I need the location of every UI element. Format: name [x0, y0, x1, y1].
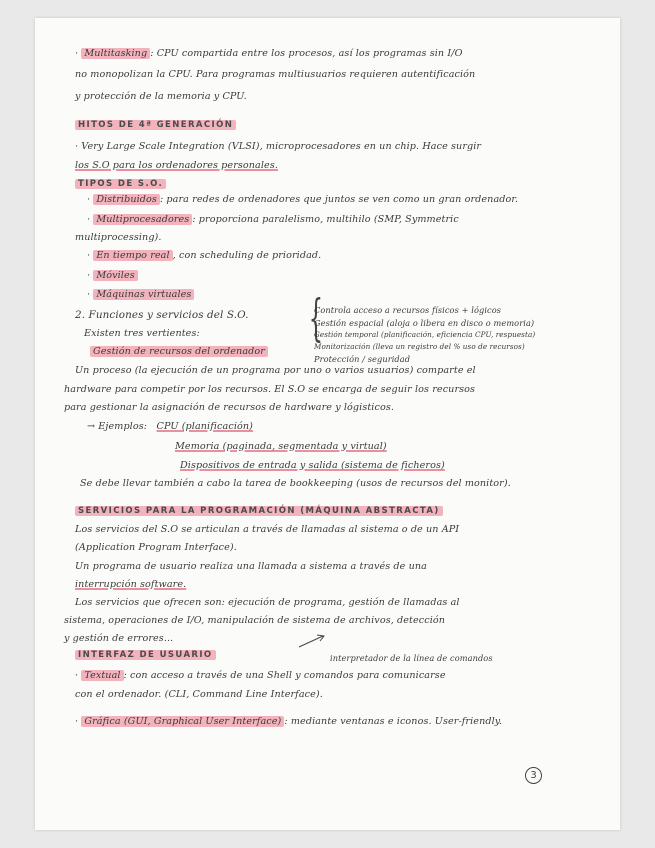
ejemplo-memoria: Memoria (paginada, segmentada y virtual) — [175, 441, 387, 452]
tipo-moviles: · Móviles — [87, 270, 138, 281]
text-line: y protección de la memoria y CPU. — [75, 91, 247, 102]
interfaz-grafica: · Gráfica (GUI, Graphical User Interface) : mediante ventanas e iconos. User-friendly. — [75, 716, 503, 727]
ejemplo-dispositivos: Dispositivos de entrada y salida (sistema de ficheros) — [180, 460, 445, 471]
text-line: (Application Program Interface). — [75, 542, 237, 553]
heading-hitos: HITOS DE 4ª GENERACIÓN — [75, 120, 236, 130]
text-line: Los servicios del S.O se articulan a través de llamadas al sistema o de un API — [75, 524, 460, 535]
brace-item: Gestión temporal (planificación, eficiencia CPU, respuesta) — [314, 330, 536, 339]
text-line: Los servicios que ofrecen son: ejecución de programa, gestión de llamadas al — [75, 597, 460, 608]
text-line: Un programa de usuario realiza una llamada a sistema a través de una — [75, 561, 427, 572]
text-line: con el ordenador. (CLI, Command Line Interface). — [75, 689, 323, 700]
text-line: multiprocessing). — [75, 232, 162, 243]
multitasking-term: Multitasking — [81, 48, 150, 59]
brace-item: Monitorización (lleva un registro del % uso de recursos) — [314, 342, 525, 351]
text-line: sistema, operaciones de I/O, manipulación de sistema de archivos, detección — [64, 615, 446, 626]
multitasking-line-1: · Multitasking : CPU compartida entre los procesos, así los programas sin I/O — [75, 48, 463, 59]
annotation: interpretador de la línea de comandos — [330, 653, 493, 663]
tipo-tiempo-real: · En tiempo real , con scheduling de prioridad. — [87, 250, 322, 261]
tipo-distribuidos: · Distribuidos : para redes de ordenadores que juntos se ven como un gran ordenador. — [87, 194, 519, 205]
text-line: no monopolizan la CPU. Para programas multiusuarios requieren autentificación — [75, 69, 476, 80]
tipo-maquinas-virtuales: · Máquinas virtuales — [87, 289, 194, 300]
heading-gestion-recursos: Gestión de recursos del ordenador — [90, 346, 268, 357]
text-line: Se debe llevar también a cabo la tarea de bookkeeping (usos de recursos del monitor). — [80, 478, 511, 489]
brace-symbol: { — [308, 289, 324, 347]
text-line: y gestión de errores... — [64, 633, 174, 644]
brace-item: Gestión espacial (aloja o libera en disco o memoria) — [314, 318, 535, 328]
arrow-icon — [297, 633, 327, 649]
tipo-multiprocesadores: · Multiprocesadores : proporciona paralelismo, multihilo (SMP, Symmetric — [87, 214, 459, 225]
text-line: para gestionar la asignación de recursos de hardware y lógisticos. — [64, 402, 394, 413]
brace-item: Protección / seguridad — [314, 354, 411, 364]
heading-tipos: TIPOS DE S.O. — [75, 179, 166, 189]
text-line: · Very Large Scale Integration (VLSI), microprocesadores en un chip. Hace surgir — [75, 141, 482, 152]
brace-item: Controla acceso a recursos físicos + lógicos — [314, 305, 502, 315]
text-line: hardware para competir por los recursos. El S.O se encarga de seguir los recursos — [64, 384, 476, 395]
interfaz-textual: · Textual : con acceso a través de una Shell y comandos para comunicarse — [75, 670, 446, 681]
text-line: interrupción software. — [75, 579, 187, 590]
heading-interfaz: INTERFAZ DE USUARIO — [75, 650, 216, 660]
heading-servicios: SERVICIOS PARA LA PROGRAMACIÓN (MÁQUINA ABSTRACTA) — [75, 506, 443, 516]
page-number: 3 — [525, 767, 542, 784]
text-line: Un proceso (la ejecución de un programa por uno o varios usuarios) comparte el — [75, 365, 476, 376]
text-line: Existen tres vertientes: — [84, 328, 200, 339]
section-2-title: 2. Funciones y servicios del S.O. — [75, 309, 249, 321]
ejemplos-line: → Ejemplos: CPU (planificación) — [87, 421, 253, 432]
text-line: los S.O para los ordenadores personales. — [75, 160, 278, 171]
